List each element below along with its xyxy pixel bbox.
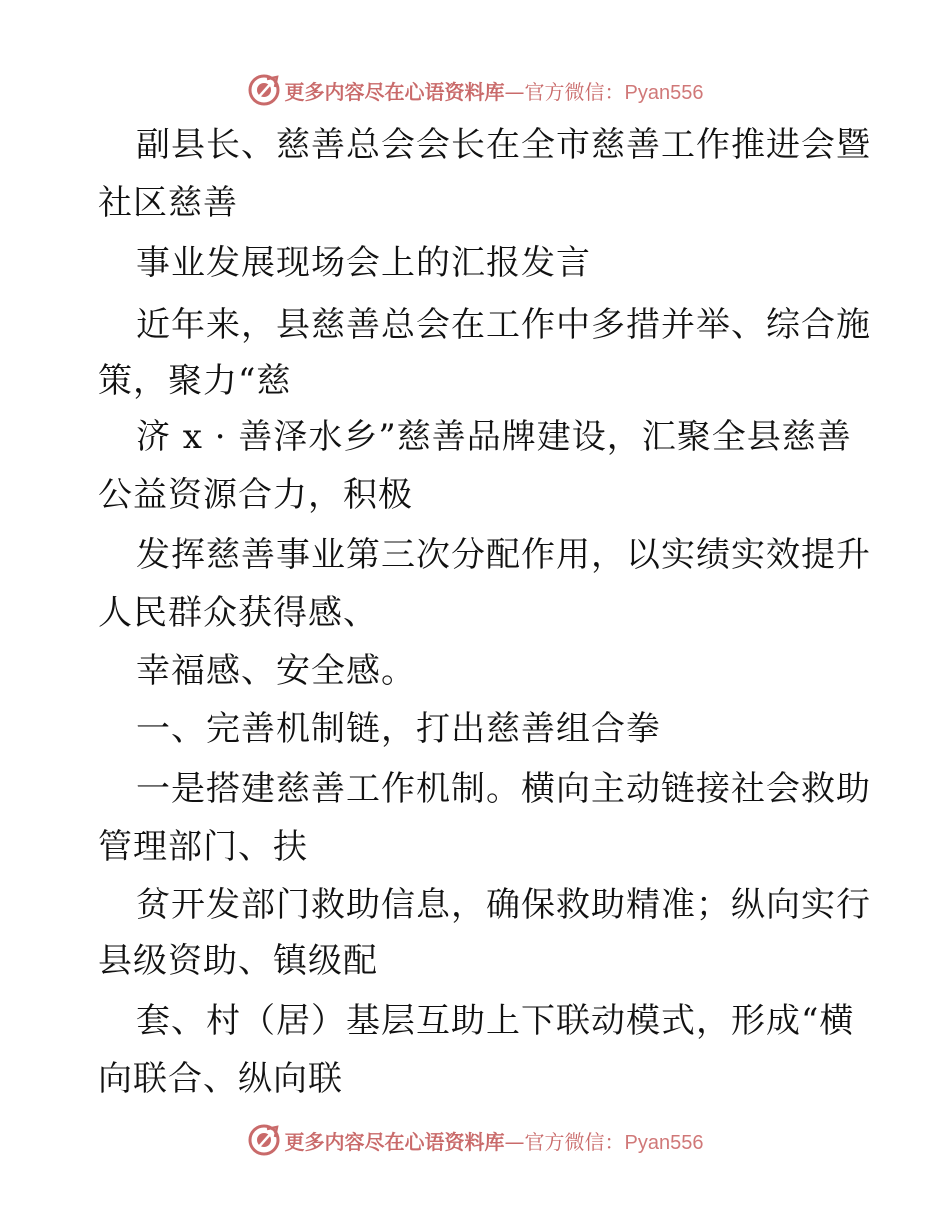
watermark-account-id: Pyan556 [624, 1131, 704, 1154]
watermark-main-text: 更多内容尽在心语资料库 [284, 1129, 505, 1154]
watermark-account-label: 官方微信： [524, 79, 625, 104]
section-heading: 一、完善机制链，打出慈善组合拳 [136, 709, 661, 749]
text-line: 济 x · 善泽水乡”慈善品牌建设，汇聚全县慈善 [136, 417, 852, 457]
seal-logo-icon [247, 73, 281, 107]
text-line: 贫开发部门救助信息，确保救助精准；纵向实行 [136, 885, 871, 925]
seal-logo-icon [247, 1123, 281, 1157]
text-line: 社区慈善 [98, 183, 238, 223]
watermark-dash: — [504, 1129, 525, 1154]
text-line: 幸福感、安全感。 [136, 651, 416, 691]
watermark-main-text: 更多内容尽在心语资料库 [284, 79, 505, 104]
text-line: 人民群众获得感、 [98, 593, 378, 633]
watermark-account-id: Pyan556 [624, 81, 704, 104]
text-line: 策，聚力“慈 [98, 361, 292, 401]
footer-watermark [0, 1120, 950, 1160]
text-line: 副县长、慈善总会会长在全市慈善工作推进会暨 [136, 125, 871, 165]
watermark-account-label: 官方微信： [524, 1129, 625, 1154]
watermark-dash: — [504, 79, 525, 104]
text-line: 套、村（居）基层互助上下联动模式，形成“横 [136, 1001, 855, 1041]
text-line: 一是搭建慈善工作机制。横向主动链接社会救助 [136, 769, 871, 809]
header-watermark [0, 70, 950, 110]
text-line: 公益资源合力，积极 [98, 475, 413, 515]
text-line: 管理部门、扶 [98, 827, 308, 867]
text-line: 向联合、纵向联 [98, 1059, 343, 1099]
text-line: 县级资助、镇级配 [98, 941, 378, 981]
text-line: 近年来，县慈善总会在工作中多措并举、综合施 [136, 305, 871, 345]
text-line: 发挥慈善事业第三次分配作用，以实绩实效提升 [136, 535, 871, 575]
text-line: 事业发展现场会上的汇报发言 [136, 243, 591, 283]
